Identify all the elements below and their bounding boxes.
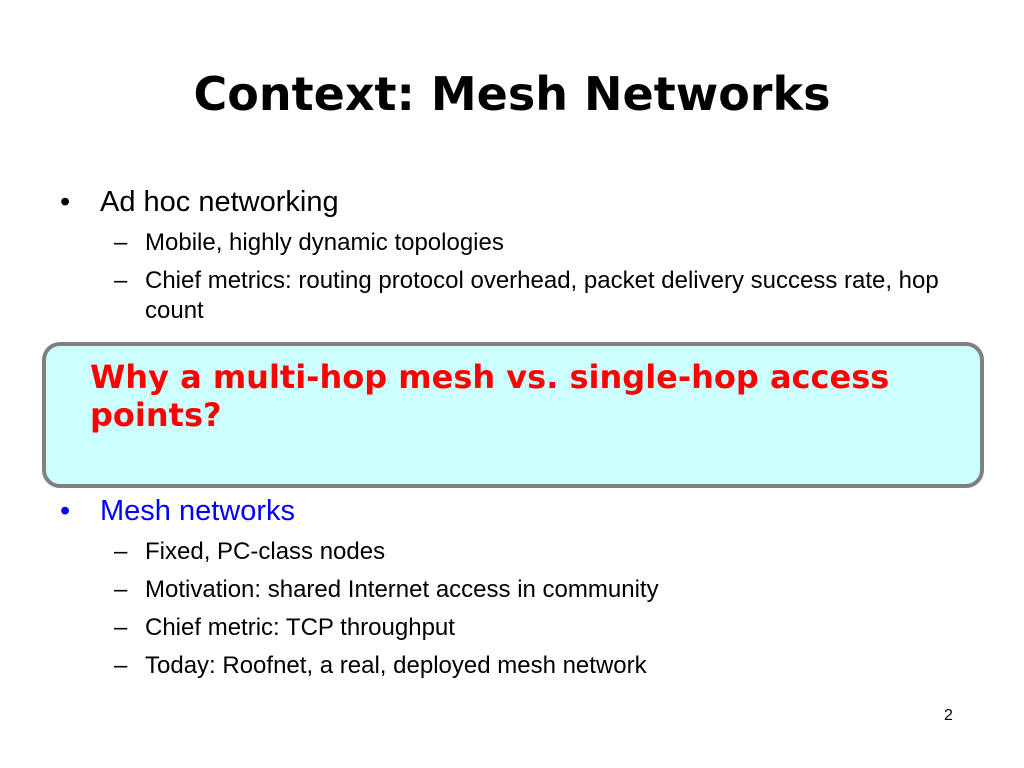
page-number: 2 [944, 707, 953, 724]
sub-bullet-marker: – [114, 538, 128, 565]
sub-bullet [114, 537, 975, 567]
bullet-marker: • [60, 186, 71, 218]
slide-title: Context: Mesh Networks [193, 67, 831, 121]
sub-bullet-text: Fixed, PC-class nodes [145, 538, 386, 565]
bullet-mesh-networks [60, 494, 295, 528]
sub-bullet [114, 651, 975, 681]
bullet-text: Ad hoc networking [100, 186, 339, 218]
sub-bullet [114, 228, 975, 258]
sub-bullet-marker: – [114, 614, 128, 641]
sub-bullet-marker: – [114, 652, 128, 679]
sub-bullet-text: Motivation: shared Internet access in community [145, 576, 659, 603]
sub-bullet-marker: – [114, 576, 128, 603]
sub-bullet [114, 575, 975, 605]
bullet-text: Mesh networks [100, 495, 296, 527]
bullet-marker: • [60, 495, 71, 527]
sub-bullet-text: Chief metric: TCP throughput [145, 614, 455, 641]
sub-bullet [114, 613, 975, 643]
sub-bullet-marker: – [114, 267, 128, 294]
sub-bullet-marker: – [114, 229, 128, 256]
sub-bullet-text: Mobile, highly dynamic topologies [145, 229, 504, 256]
callout-box [42, 342, 984, 488]
sub-bullet [114, 266, 975, 326]
callout-text: Why a multi-hop mesh vs. single-hop access points? [90, 358, 890, 434]
sub-bullet-text: Today: Roofnet, a real, deployed mesh network [145, 652, 647, 679]
sub-bullet-text: Chief metrics: routing protocol overhead, packet delivery success rate, hop count [145, 267, 939, 324]
bullet-ad-hoc-networking [60, 185, 339, 219]
